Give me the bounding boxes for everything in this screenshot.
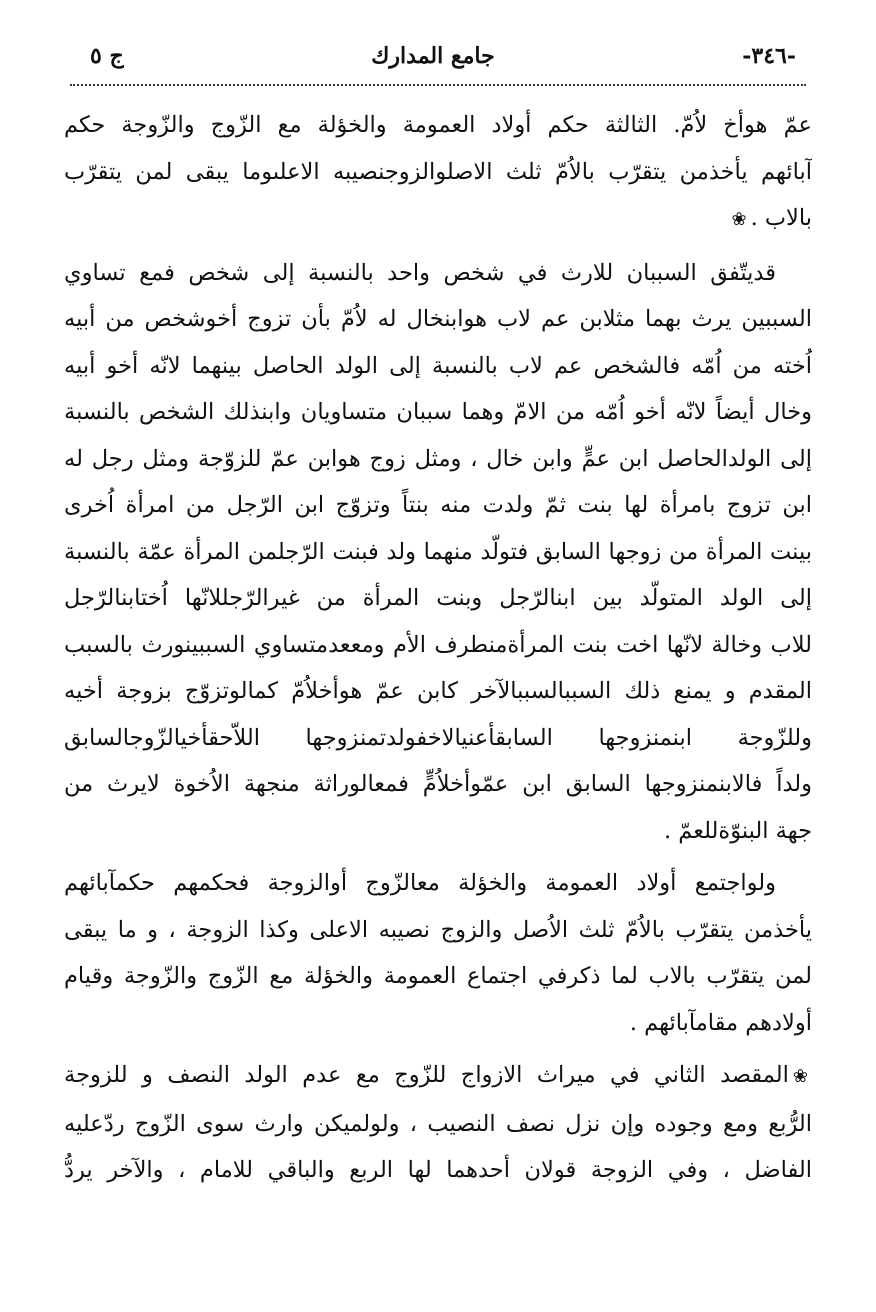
text-line-content: بالاب . (750, 205, 812, 231)
rose-ornament-icon: ❀ (731, 209, 747, 230)
text-line: يأخذمن يتقرّب بالاُمّ ثلث الاُصل والزوج نصيبه الاعلى وكذا الزوجة ، و ما يبقى (64, 916, 812, 943)
text-line: المقدم و يمنع ذلك السببالسببالآخر كابن عمّ هوأخلاُمّ كمالوتزوّج بزوجة أخيه (64, 678, 812, 704)
rose-ornament-icon: ❀ (792, 1066, 808, 1087)
text-line: جهة البنوّةللعمّ . (663, 817, 812, 844)
text-line: إلى الولدالحاصل ابن عمٍّ وابن خال ، ومثل زوج هوابن عمّ للزوّجة ومثل رجل له (64, 445, 812, 472)
text-line: للاب وخالة لانّها اخت بنت المرأةمنطرف الأم ومععدمتساوي السببينورث بالسبب (64, 631, 812, 658)
body-text (64, 102, 812, 1200)
text-line: ابن تزوج بامرأة لها بنت ثمّ ولدت منه بنتاً وتزوّج ابن الرّجل من امرأة اُخرى (64, 492, 812, 518)
text-line: الفاضل ، وفي الزوجة قولان أحدهما لها الربع والباقي للامام ، والآخر يردُّ (64, 1157, 812, 1183)
text-line: آبائهم يأخذمن يتقرّب بالاُمّ ثلث الاصلوالزوجنصيبه الاعلىوما يبقى لمن يتقرّب (64, 158, 812, 185)
book-title: جامع المدارك (371, 43, 495, 69)
text-line: قديتّفق السببان للارث في شخص واحد بالنسبة إلى شخص فمع تساوي (64, 259, 776, 286)
page-header (70, 28, 806, 86)
text-line: اُخته من اُمّه فالشخص عم لاب بالنسبة إلى الولد الحاصل بينهما لانّه أخو أبيه (64, 352, 812, 379)
text-line (64, 195, 812, 244)
paragraph-2 (64, 250, 812, 855)
text-line: عمّ هوأخ لاُمّ. الثالثة حكم أولاد العمومة والخؤلة مع الزّوج والزّوجة حكم (64, 112, 812, 138)
text-line: أولادهم مقامآبائهم . (629, 1009, 812, 1036)
text-line: وللزّوجة ابنمنزوجها السابقأعنيالاخفولدتمنزوجها اللاّحقأخيالزّوجالسابق (64, 724, 812, 751)
text-line: إلى الولد المتولّد بين ابنالرّجل وبنت المرأة من غيرالرّجللانّها اُختابنالرّجل (64, 585, 812, 611)
text-line: بينت المرأة من زوجها السابق فتولّد منهما ولد فبنت الرّجلمن المرأة عمّة بالنسبة (64, 538, 812, 565)
text-line: ولواجتمع أولاد العمومة والخؤلة معالزّوج أوالزوجة فحكمهم حكمآبائهم (64, 870, 776, 896)
text-line-content: المقصد الثاني في ميراث الازواج للزّوج مع عدم الولد النصف و للزوجة (64, 1062, 789, 1088)
text-line (64, 1052, 812, 1101)
text-line: ولداً فالابنمنزوجها السابق ابن عمّوأخلاُمٍّ فمعالوراثة منجهة الاُخوة لايرث من (64, 771, 812, 797)
text-line: لمن يتقرّب بالاب لما ذكرفي اجتماع العمومة والخؤلة مع الزّوج والزّوجة وقيام (64, 963, 812, 989)
paragraph-1 (64, 102, 812, 244)
text-line: السببين يرث بهما مثلابن عم لاب هوابنخال له لاُمّ بأن تزوج أخوشخص من أبيه (64, 306, 812, 332)
text-line: وخال أيضاً لانّه أخو اُمّه من الامّ وهما سببان متساويان وابنذلك الشخص بالنسبة (64, 399, 812, 425)
text-line: الرُّبع ومع وجوده وإن نزل نصف النصيب ، ولولميكن وارث سوى الزّوج ردّعليه (64, 1110, 812, 1137)
paragraph-3 (64, 860, 812, 1046)
volume-number: ج ٥ (90, 43, 124, 69)
page-number: -٣٤٦- (742, 43, 796, 69)
paragraph-4 (64, 1052, 812, 1194)
